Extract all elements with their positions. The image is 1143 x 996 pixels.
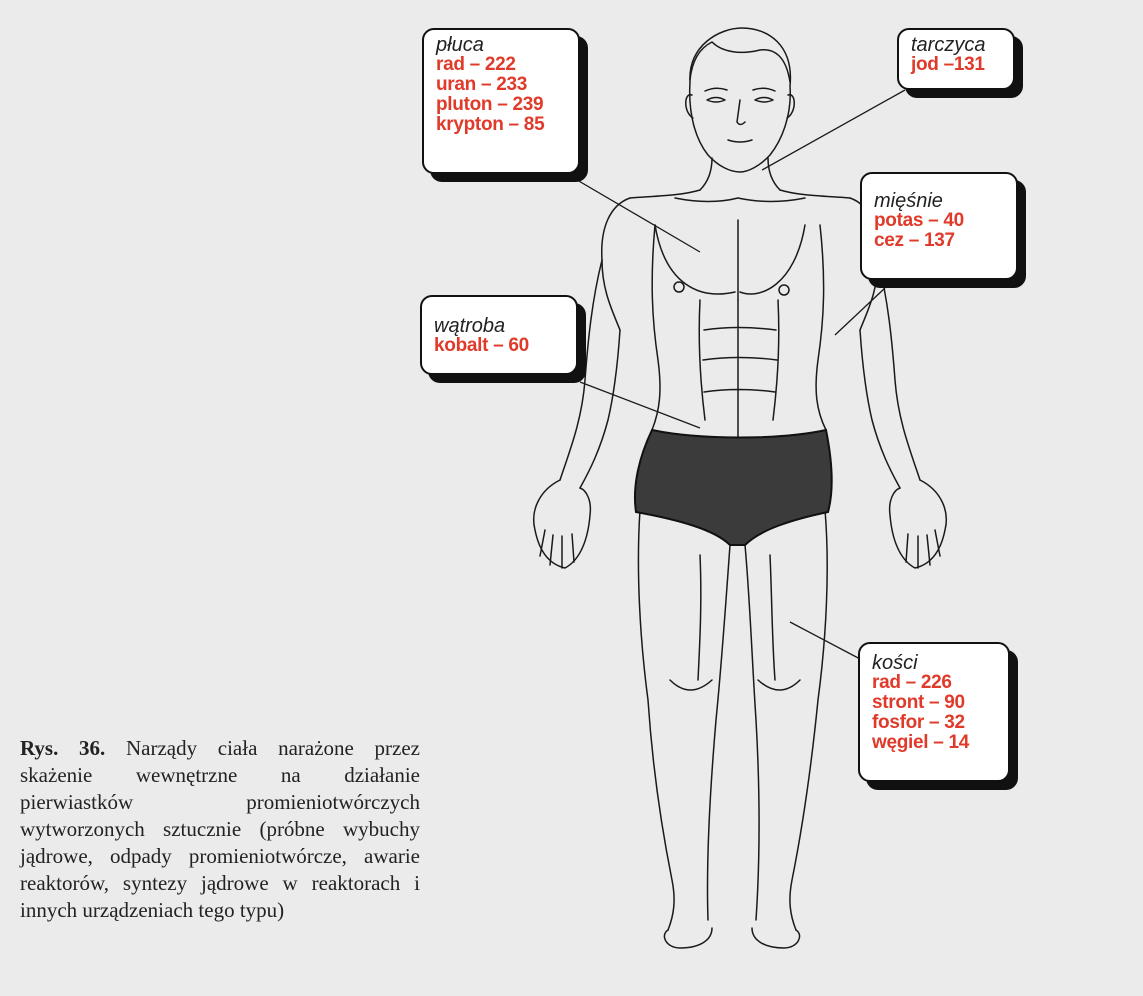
isotope-line: uran – 233 [436, 74, 527, 95]
isotope-line: węgiel – 14 [872, 732, 970, 753]
isotope-line: potas – 40 [874, 210, 964, 231]
pointer-miesnie [835, 288, 885, 335]
right-arm-outer [878, 260, 920, 480]
left-arm-inner [580, 330, 620, 488]
left-eye [707, 98, 725, 103]
pointer-watroba [580, 382, 700, 428]
neck [700, 158, 780, 190]
isotope-line: rad – 222 [436, 54, 516, 75]
left-leg-inner [707, 545, 730, 920]
torso-right [816, 225, 826, 430]
nose [737, 100, 745, 125]
knees [670, 680, 800, 690]
caption-label: Rys. 36. [20, 736, 106, 760]
isotope-line: rad – 226 [872, 672, 952, 693]
eyebrows [705, 88, 775, 91]
left-fingers [540, 530, 574, 568]
trunks [635, 430, 832, 545]
callout-pluca [422, 28, 580, 174]
pectorals [655, 220, 805, 300]
organ-label: płuca [436, 34, 484, 56]
isotope-line: jod –131 [911, 54, 985, 75]
right-fingers [906, 530, 940, 568]
right-foot [752, 928, 800, 948]
organ-label: wątroba [434, 315, 506, 337]
hair [690, 42, 790, 82]
isotope-line: pluton – 239 [436, 94, 544, 115]
callout-kosci [858, 642, 1010, 782]
abs [699, 300, 779, 440]
callout-miesnie [860, 172, 1018, 280]
left-foot [664, 928, 712, 948]
thigh-lines [698, 555, 775, 680]
isotope-line: cez – 137 [874, 230, 955, 251]
clavicles [675, 198, 805, 202]
organ-label: tarczyca [911, 34, 986, 56]
caption-text: Narządy ciała narażone przez skażenie wewnętrzne na działanie pierwiastków promieniotwórczych wytworzonych sztucznie (próbne wybuchy jądrowe, odpady promieniotwórcze, awarie reaktorów, syntezy jądrowe w reaktorach i innych urządzeniach tego typu) [20, 736, 420, 922]
isotope-line: kobalt – 60 [434, 335, 529, 356]
right-leg-outer [790, 510, 827, 930]
left-leg-outer [638, 510, 674, 930]
figure-caption [20, 735, 420, 924]
isotope-line: fosfor – 32 [872, 712, 965, 733]
right-leg-inner [745, 545, 759, 920]
torso-left [652, 225, 660, 430]
callout-watroba [420, 295, 578, 375]
pointer-lines [560, 90, 905, 660]
left-nipple [674, 282, 684, 292]
organ-label: kości [872, 652, 918, 674]
isotope-line: stront – 90 [872, 692, 965, 713]
right-eye [755, 98, 773, 103]
left-shoulder [602, 198, 630, 330]
right-arm-inner [860, 330, 900, 488]
mouth [728, 140, 752, 142]
right-nipple [779, 285, 789, 295]
isotope-line: krypton – 85 [436, 114, 545, 135]
trapezius [630, 190, 850, 198]
organ-label: mięśnie [874, 190, 943, 212]
callout-tarczyca [897, 28, 1015, 90]
pointer-pluca [560, 170, 700, 252]
